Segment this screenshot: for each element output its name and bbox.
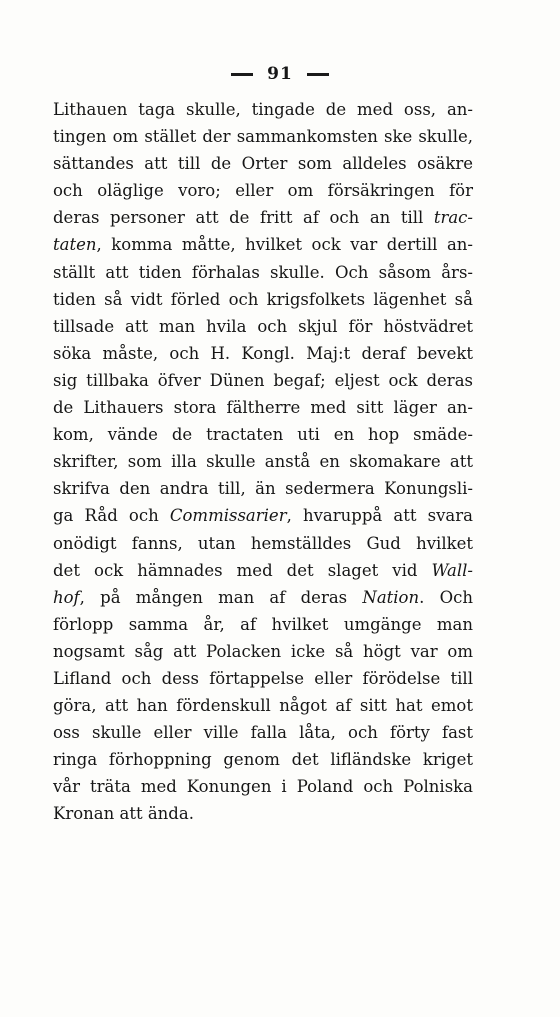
- text-segment: ringa förhoppning genom det lifländske kriget: [53, 750, 473, 770]
- text-segment: , komma måtte, hvilket ock var dertill an-: [96, 235, 473, 255]
- text-line: [53, 150, 473, 177]
- text-line: [53, 502, 473, 529]
- text-segment: deras personer att de fritt af och an till: [53, 208, 434, 228]
- italic-word: Nation: [362, 587, 420, 607]
- italic-word: trac-: [433, 208, 473, 228]
- text-line: [53, 286, 473, 313]
- text-line: [53, 96, 473, 123]
- text-line: [53, 259, 473, 286]
- text-line: [53, 394, 473, 421]
- italic-word: Wall-: [431, 560, 473, 580]
- text-segment: ga Råd och: [53, 506, 170, 526]
- text-line: [53, 638, 473, 665]
- text-line: [53, 773, 473, 800]
- text-segment: , hvaruppå att svara: [286, 506, 473, 526]
- text-segment: tillsade att man hvila och skjul för höstvädret: [53, 316, 473, 336]
- text-line: [53, 746, 473, 773]
- text-segment: kom, vände de tractaten uti en hop smäde-: [53, 425, 473, 445]
- text-line: [53, 123, 473, 150]
- text-line: [53, 313, 473, 340]
- text-segment: Lithauen taga skulle, tingade de med oss, an-: [53, 100, 473, 119]
- text-segment: de Lithauers stora fältherre med sitt läger an-: [53, 398, 473, 418]
- text-line: [53, 800, 473, 827]
- text-line: [53, 231, 473, 258]
- page-number: 91: [267, 64, 293, 84]
- text-segment: skrifter, som illa skulle anstå en skomakare att: [53, 452, 473, 472]
- text-segment: Kronan att ända.: [53, 804, 194, 824]
- text-segment: sättandes att till de Orter som alldeles osäkre: [53, 154, 473, 174]
- text-segment: förlopp samma år, af hvilket umgänge man: [53, 614, 473, 634]
- text-segment: oss skulle eller ville falla låta, och förty fast: [53, 723, 473, 743]
- text-segment: sig tillbaka öfver Dünen begaf; eljest ock deras: [53, 370, 473, 390]
- text-segment: onödigt fanns, utan hemställdes Gud hvilket: [53, 533, 473, 553]
- text-line: [53, 340, 473, 367]
- text-line: [53, 611, 473, 638]
- body-text: [53, 96, 473, 828]
- italic-word: hof: [53, 587, 80, 607]
- page-header: [0, 64, 560, 84]
- text-segment: nogsamt såg att Polacken icke så högt var om: [53, 641, 473, 661]
- text-line: [53, 475, 473, 502]
- text-line: [53, 177, 473, 204]
- text-line: [53, 719, 473, 746]
- text-segment: ställt att tiden förhalas skulle. Och såsom års-: [53, 262, 473, 282]
- right-dash-ornament: [307, 73, 329, 76]
- text-line: [53, 692, 473, 719]
- text-segment: vår träta med Konungen i Poland och Polniska: [53, 777, 473, 797]
- text-line: [53, 584, 473, 611]
- text-line: [53, 557, 473, 584]
- text-line: [53, 665, 473, 692]
- left-dash-ornament: [231, 73, 253, 76]
- italic-word: taten: [53, 235, 97, 255]
- text-line: [53, 530, 473, 557]
- text-segment: . Och: [419, 587, 474, 607]
- text-segment: göra, att han fördenskull något af sitt hat emot: [53, 696, 473, 716]
- text-segment: tingen om stället der sammankomsten ske skulle,: [53, 127, 473, 147]
- text-segment: , på mången man af deras: [79, 587, 363, 607]
- text-segment: Lifland och dess förtappelse eller förödelse till: [53, 668, 473, 688]
- text-line: [53, 448, 473, 475]
- text-line: [53, 421, 473, 448]
- italic-word: Commissarier: [169, 506, 287, 526]
- text-segment: och oläglige voro; eller om försäkringen för: [53, 181, 473, 201]
- text-segment: det ock hämnades med det slaget vid: [53, 560, 432, 580]
- text-segment: tiden så vidt förled och krigsfolkets lägenhet så: [53, 289, 473, 309]
- text-segment: skrifva den andra till, än sedermera Konungsli-: [53, 479, 473, 499]
- text-line: [53, 204, 473, 231]
- text-segment: söka måste, och H. Kongl. Maj:t deraf bevekt: [53, 343, 473, 363]
- text-line: [53, 367, 473, 394]
